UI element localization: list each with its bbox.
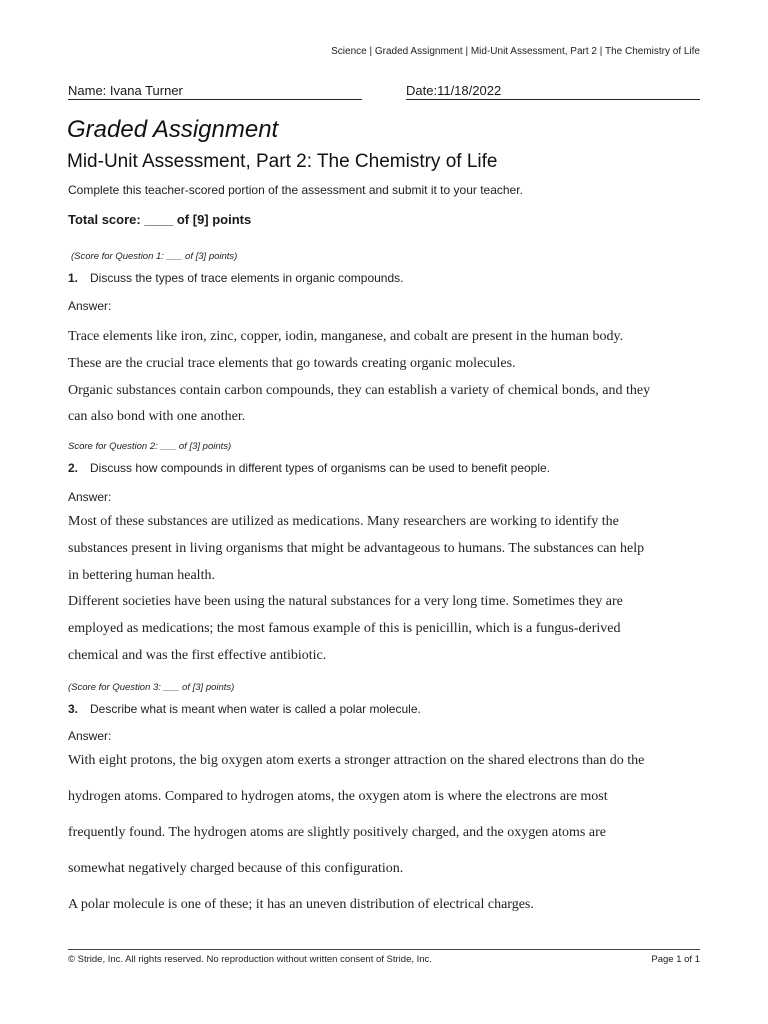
question-number: 1. <box>68 271 79 285</box>
question-2 <box>68 461 550 475</box>
q1-answer-label: Answer: <box>68 299 112 313</box>
q2-answer-label: Answer: <box>68 490 112 504</box>
page-header-breadcrumb: Science | Graded Assignment | Mid-Unit Assessment, Part 2 | The Chemistry of Life <box>331 46 700 57</box>
q1-score-note: (Score for Question 1: ___ of [3] points) <box>71 251 238 262</box>
answer-line: With eight protons, the big oxygen atom exerts a stronger attraction on the shared electrons than do the <box>68 753 645 768</box>
answer-line: Organic substances contain carbon compounds, they can establish a variety of chemical bonds, and they <box>68 382 651 398</box>
page-subtitle: Mid-Unit Assessment, Part 2: The Chemistry of Life <box>67 151 498 172</box>
answer-line: somewhat negatively charged because of this configuration. <box>68 861 404 876</box>
question-number: 3. <box>68 702 79 716</box>
q3-answer <box>68 743 708 923</box>
question-number: 2. <box>68 461 79 475</box>
date-field: Date:11/18/2022 <box>406 83 700 100</box>
question-1 <box>68 271 404 285</box>
answer-line: employed as medications; the most famous example of this is penicillin, which is a fungus-derived <box>68 621 621 637</box>
instructions: Complete this teacher-scored portion of the assessment and submit it to your teacher. <box>68 183 523 197</box>
answer-line: frequently found. The hydrogen atoms are slightly positively charged, and the oxygen atoms are <box>68 825 606 840</box>
answer-line: hydrogen atoms. Compared to hydrogen atoms, the oxygen atom is where the electrons are most <box>68 789 608 804</box>
q2-answer <box>68 509 708 670</box>
question-text: Discuss the types of trace elements in organic compounds. <box>90 271 404 285</box>
q3-score-note: (Score for Question 3: ___ of [3] points) <box>68 682 235 693</box>
answer-line: in bettering human health. <box>68 567 215 583</box>
total-score: Total score: ____ of [9] points <box>68 212 252 227</box>
answer-line: These are the crucial trace elements that go towards creating organic molecules. <box>68 355 516 371</box>
answer-line: can also bond with one another. <box>68 409 246 425</box>
answer-line: A polar molecule is one of these; it has an uneven distribution of electrical charges. <box>68 897 534 912</box>
footer-divider <box>68 949 700 950</box>
question-3 <box>68 702 421 716</box>
question-text: Describe what is meant when water is called a polar molecule. <box>90 702 421 716</box>
answer-line: chemical and was the first effective antibiotic. <box>68 647 327 663</box>
question-text: Discuss how compounds in different types of organisms can be used to benefit people. <box>90 461 551 475</box>
q2-score-note: Score for Question 2: ___ of [3] points) <box>68 441 232 452</box>
answer-line: Different societies have been using the natural substances for a very long time. Sometimes they are <box>68 594 623 610</box>
footer-copyright: © Stride, Inc. All rights reserved. No reproduction without written consent of Stride, Inc. <box>68 954 432 965</box>
student-name-field: Name: Ivana Turner <box>68 83 362 100</box>
answer-line: Most of these substances are utilized as medications. Many researchers are working to identify the <box>68 514 619 529</box>
q1-answer <box>68 324 708 431</box>
page-number: Page 1 of 1 <box>651 954 700 965</box>
answer-line: substances present in living organisms that might be advantageous to humans. The substances can help <box>68 540 645 556</box>
q3-answer-label: Answer: <box>68 729 112 743</box>
answer-line: Trace elements like iron, zinc, copper, iodin, manganese, and cobalt are present in the human body. <box>68 329 624 344</box>
page-title: Graded Assignment <box>67 116 279 143</box>
